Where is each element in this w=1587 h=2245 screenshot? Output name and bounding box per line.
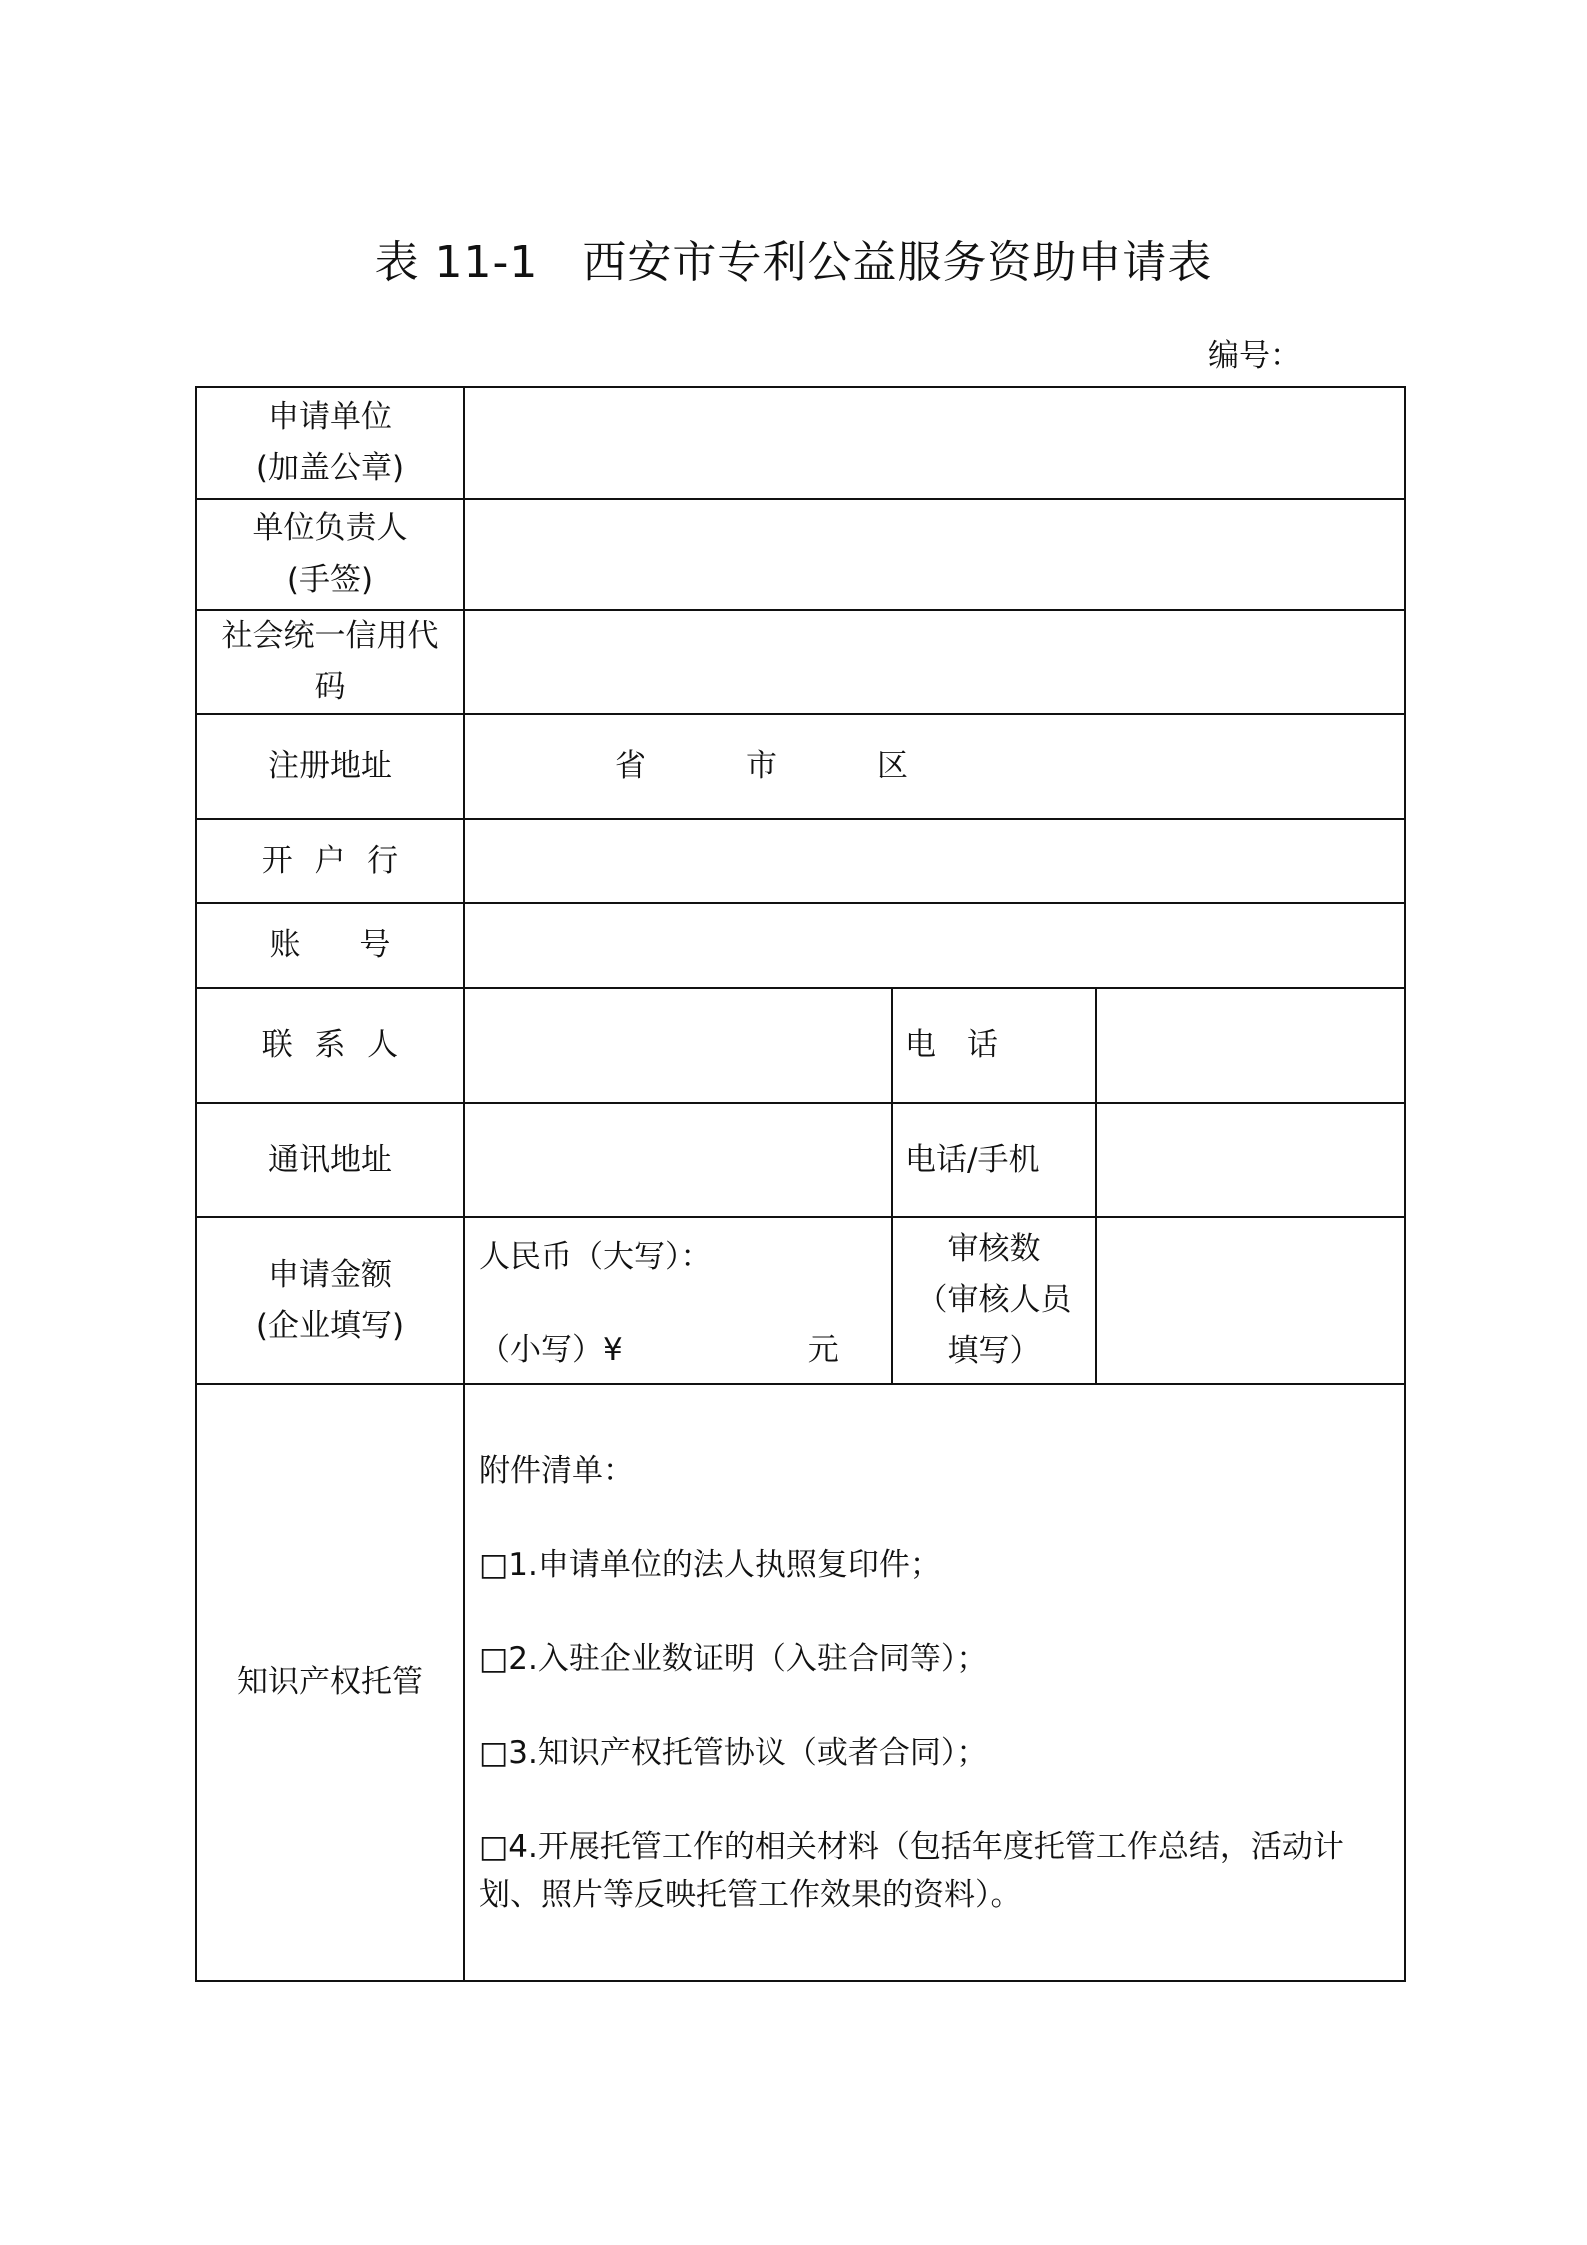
- account-label: 账号: [196, 903, 464, 988]
- attachment-item[interactable]: □4.开展托管工作的相关材料（包括年度托管工作总结，活动计划、照片等反映托管工作效果的资料）。: [479, 1828, 1344, 1913]
- district-label: 区: [877, 748, 908, 785]
- address-field[interactable]: [464, 714, 1405, 819]
- table-number: 表 11-1: [374, 237, 539, 288]
- applicant-label: [196, 387, 464, 499]
- application-form-table: [195, 386, 1406, 1982]
- row-mail-address: [196, 1103, 1405, 1217]
- address-label: 注册地址: [196, 714, 464, 819]
- serial-number-label: 编号：: [1208, 338, 1301, 374]
- title-text: 西安市专利公益服务资助申请表: [582, 237, 1213, 288]
- row-applicant: [196, 387, 1405, 499]
- row-registered-address: [196, 714, 1405, 819]
- mail-address-label: 通讯地址: [196, 1103, 464, 1217]
- attachment-item[interactable]: □1.申请单位的法人执照复印件；: [479, 1546, 941, 1583]
- leader-signature-field[interactable]: [464, 499, 1405, 610]
- mobile-label: 电话/手机: [892, 1103, 1096, 1217]
- credit-code-field[interactable]: [464, 610, 1405, 714]
- ip-custody-label: 知识产权托管: [196, 1384, 464, 1981]
- account-field[interactable]: [464, 903, 1405, 988]
- amount-lower-line: [479, 1325, 885, 1376]
- bank-field[interactable]: [464, 819, 1405, 903]
- credit-code-label-line2: 码: [314, 669, 346, 706]
- applicant-field[interactable]: [464, 387, 1405, 499]
- review-label-line1: 审核数: [947, 1231, 1041, 1268]
- attachment-item[interactable]: □2.入驻企业数证明（入驻合同等）；: [479, 1640, 988, 1677]
- row-account: [196, 903, 1405, 988]
- row-credit-code: [196, 610, 1405, 714]
- amount-field[interactable]: [464, 1217, 892, 1384]
- phone-label: 电话: [892, 988, 1096, 1103]
- amount-label-line2: (企业填写): [255, 1307, 405, 1344]
- contact-label: 联系人: [196, 988, 464, 1103]
- bank-label: 开户行: [196, 819, 464, 903]
- amount-label-line1: 申请金额: [268, 1256, 392, 1293]
- mail-address-field[interactable]: [464, 1103, 892, 1217]
- city-label: 市: [746, 748, 777, 785]
- applicant-label-line2: (加盖公章): [255, 450, 405, 486]
- amount-lower-label: （小写）¥: [479, 1332, 623, 1369]
- review-label-line2: （审核人员: [916, 1282, 1072, 1319]
- review-label: [892, 1217, 1096, 1384]
- applicant-label-line1: 申请单位: [268, 398, 392, 435]
- attachment-list: [464, 1384, 1405, 1981]
- review-field[interactable]: [1096, 1217, 1405, 1384]
- province-label: 省: [615, 748, 646, 785]
- row-amount: [196, 1217, 1405, 1384]
- leader-label-line2: (手签): [286, 561, 374, 598]
- leader-label: [196, 499, 464, 610]
- amount-unit-label: 元: [807, 1332, 839, 1369]
- page-title: [0, 226, 1587, 290]
- row-contact: [196, 988, 1405, 1103]
- row-leader: [196, 499, 1405, 610]
- attachment-heading: 附件清单：: [479, 1452, 634, 1489]
- phone-field[interactable]: [1096, 988, 1405, 1103]
- attachment-item[interactable]: □3.知识产权托管协议（或者合同）；: [479, 1734, 988, 1771]
- credit-code-label-line1: 社会统一信用代: [221, 618, 439, 654]
- amount-label: [196, 1217, 464, 1384]
- review-label-line3: 填写）: [947, 1333, 1041, 1370]
- mobile-field[interactable]: [1096, 1103, 1405, 1217]
- row-ip-custody: [196, 1384, 1405, 1981]
- credit-code-label: [196, 610, 464, 714]
- row-bank: [196, 819, 1405, 903]
- leader-label-line1: 单位负责人: [252, 510, 408, 547]
- amount-upper-label: 人民币（大写）：: [479, 1239, 712, 1276]
- contact-field[interactable]: [464, 988, 892, 1103]
